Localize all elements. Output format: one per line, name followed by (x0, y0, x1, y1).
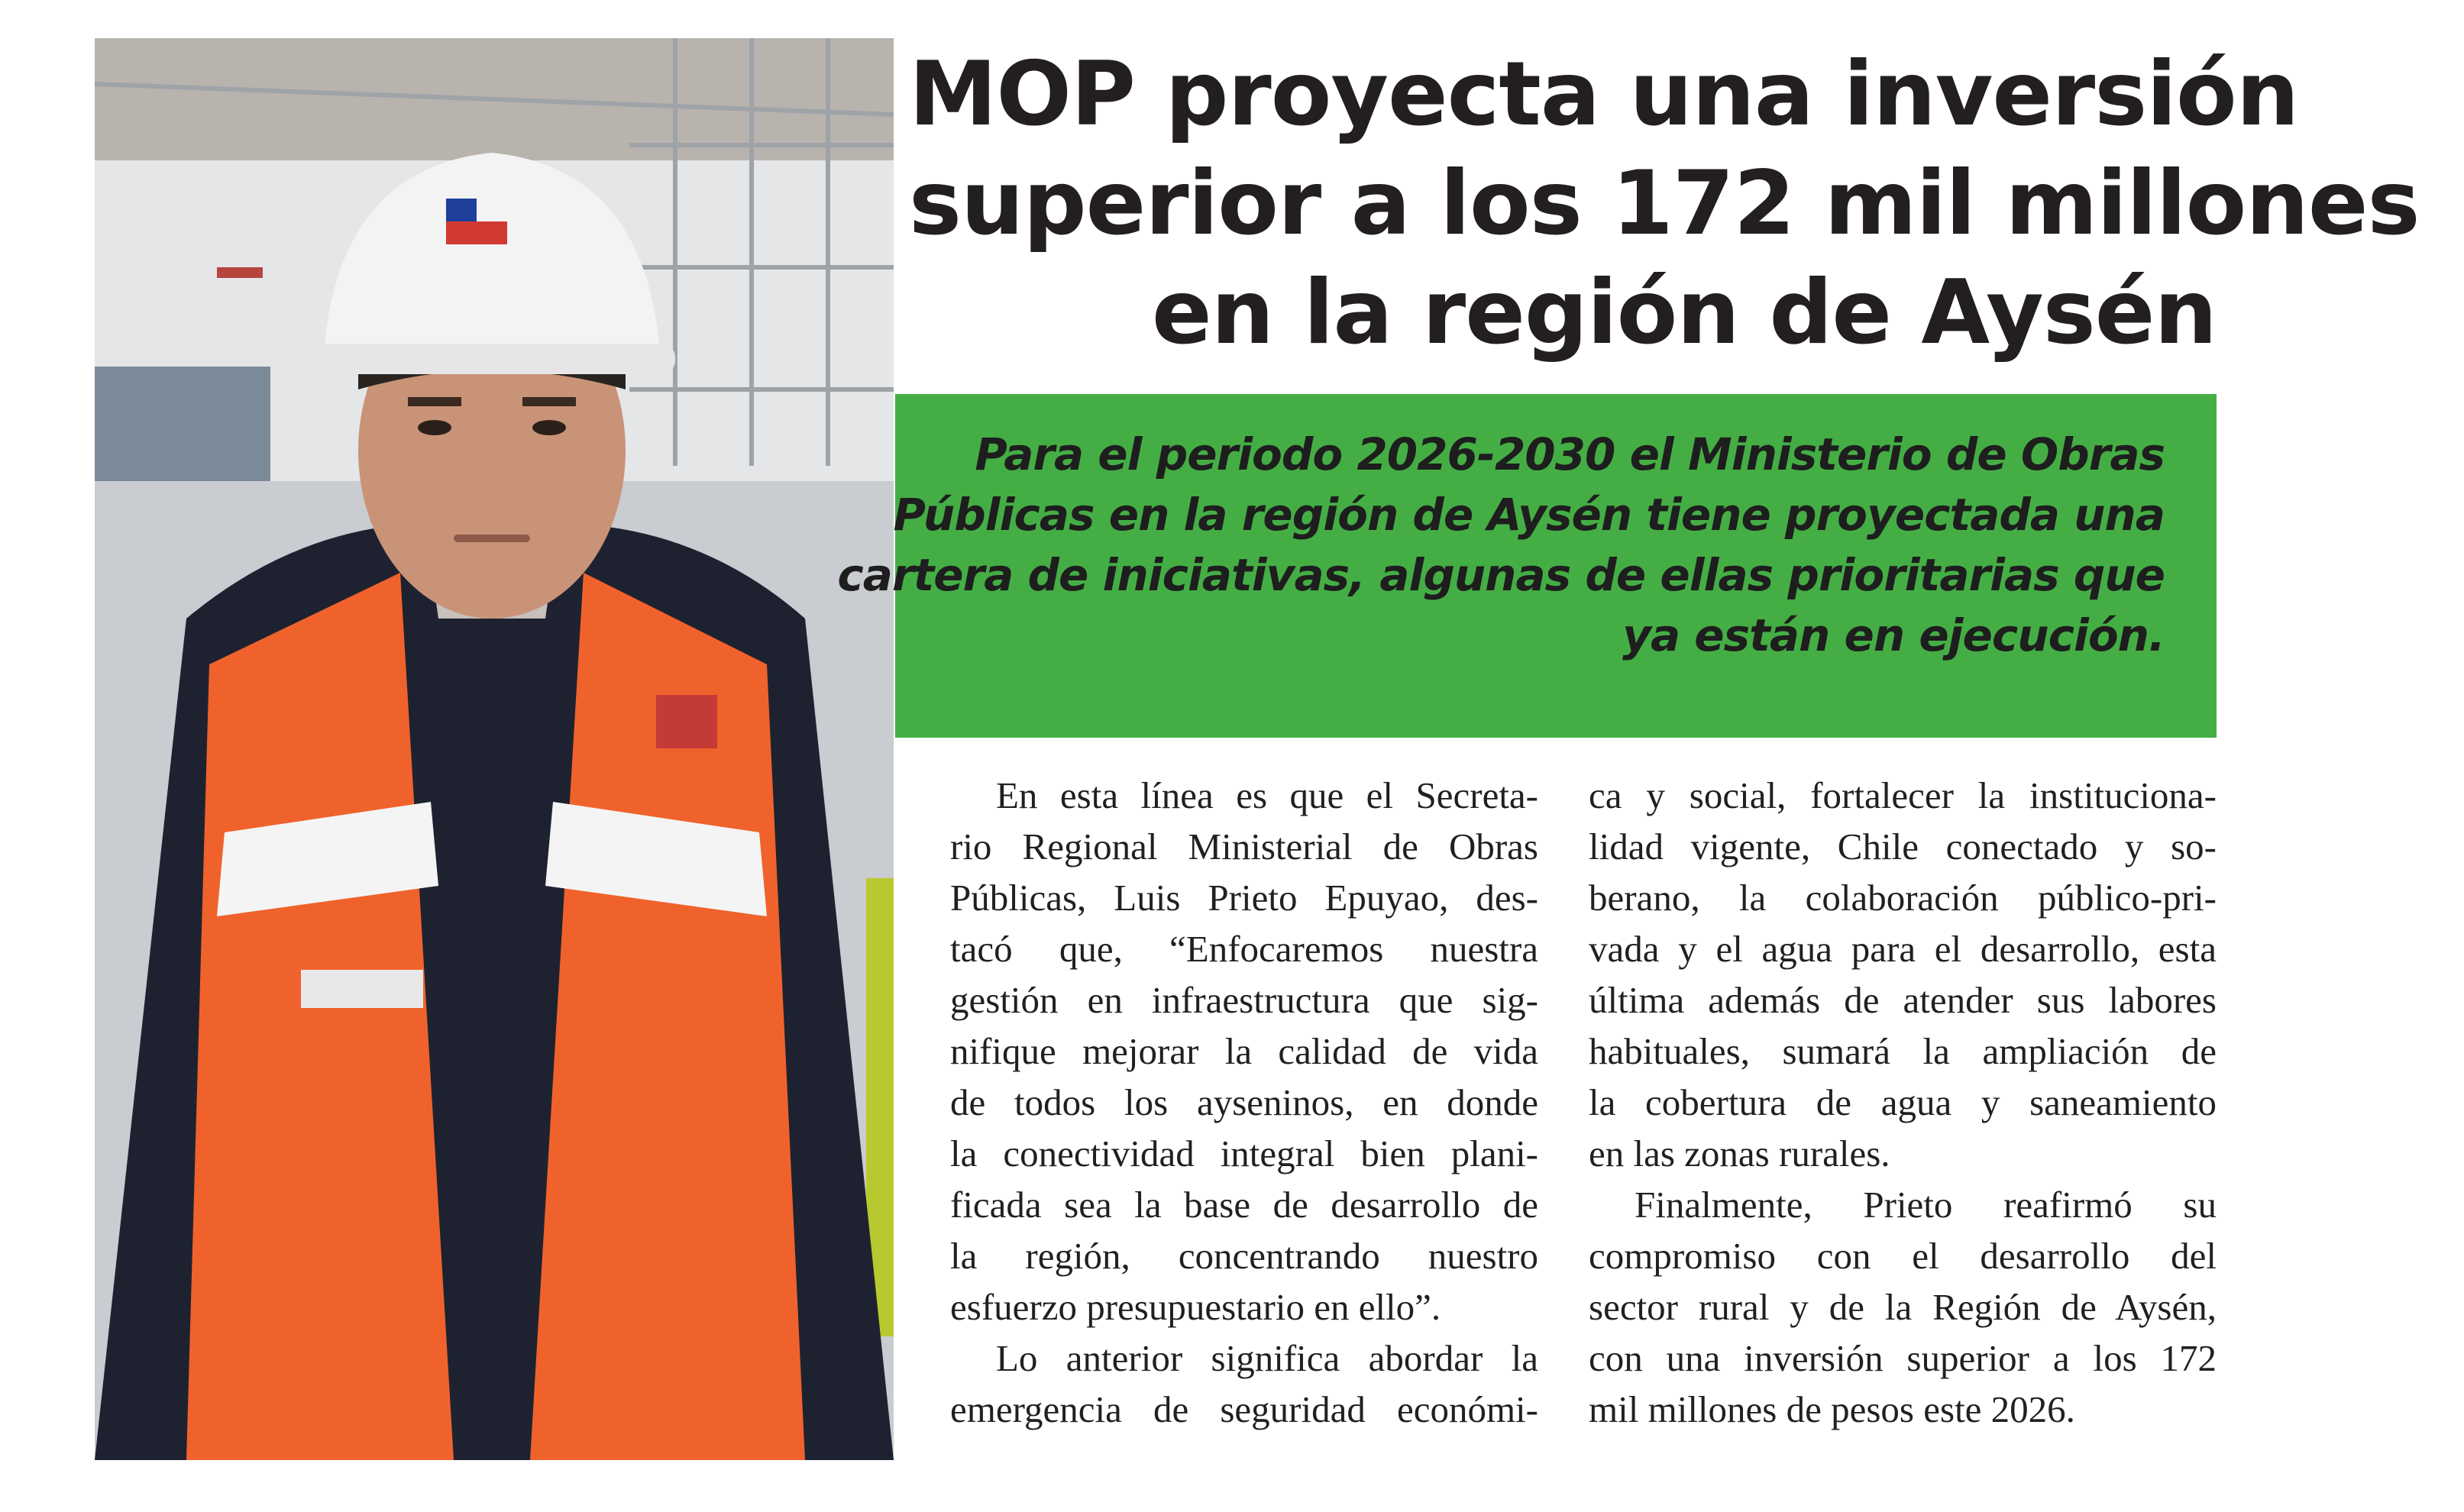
body-line: la región, concentrando nuestro (950, 1235, 1538, 1277)
headline-line: superior a los 172 mil millones (909, 152, 2420, 255)
headline-line: MOP proyecta una inversión (909, 43, 2299, 146)
body-line: vada y el agua para el desarrollo, esta (1589, 928, 2217, 970)
body-line: compromiso con el desarrollo del (1589, 1235, 2217, 1277)
headline-line: en la región de Aysén (1151, 261, 2217, 364)
lead-line: cartera de iniciativas, algunas de ellas prioritarias que (837, 549, 2165, 601)
body-line: esfuerzo presupuestario en ello”. (950, 1286, 1441, 1328)
body-line: nifique mejorar la calidad de vida (950, 1030, 1538, 1072)
body-column-1 (950, 770, 1538, 1435)
lead-line: ya están en ejecución. (1622, 609, 2165, 661)
body-column-2 (1589, 770, 2217, 1435)
lead-paragraph (837, 425, 2165, 666)
body-line: ca y social, fortalecer la instituciona- (1589, 774, 2217, 816)
body-line: lidad vigente, Chile conectado y so- (1589, 825, 2217, 867)
body-line: emergencia de seguridad económi- (950, 1388, 1538, 1430)
body-line: En esta línea es que el Secreta- (996, 774, 1538, 816)
body-line: última además de atender sus labores (1589, 979, 2217, 1021)
body-line: berano, la colaboración público-pri- (1589, 877, 2217, 919)
lead-line: Para el periodo 2026-2030 el Ministerio de Obras (975, 428, 2165, 480)
body-line: Lo anterior significa abordar la (996, 1337, 1538, 1379)
lead-box (837, 394, 2217, 738)
body-line: gestión en infraestructura que sig- (950, 979, 1538, 1021)
body-line: en las zonas rurales. (1589, 1132, 1890, 1174)
body-line: ficada sea la base de desarrollo de (950, 1184, 1538, 1226)
body-line: de todos los ayseninos, en donde (950, 1081, 1538, 1123)
body-line: habituales, sumará la ampliación de (1589, 1030, 2217, 1072)
body-line: mil millones de pesos este 2026. (1589, 1388, 2075, 1430)
body-line: tacó que, “Enfocaremos nuestra (950, 928, 1538, 970)
lead-line: Públicas en la región de Aysén tiene proyectada una (893, 489, 2165, 541)
body-line: la conectividad integral bien plani- (950, 1132, 1538, 1174)
body-line: Públicas, Luis Prieto Epuyao, des- (950, 877, 1538, 919)
body-line: Finalmente, Prieto reafirmó su (1635, 1184, 2217, 1226)
body-line: sector rural y de la Región de Aysén, (1589, 1286, 2217, 1328)
body-line: rio Regional Ministerial de Obras (950, 825, 1538, 867)
headline (909, 40, 2420, 367)
body-line: la cobertura de agua y saneamiento (1589, 1081, 2217, 1123)
article-photo (95, 38, 894, 1460)
body-line: con una inversión superior a los 172 (1589, 1337, 2217, 1379)
